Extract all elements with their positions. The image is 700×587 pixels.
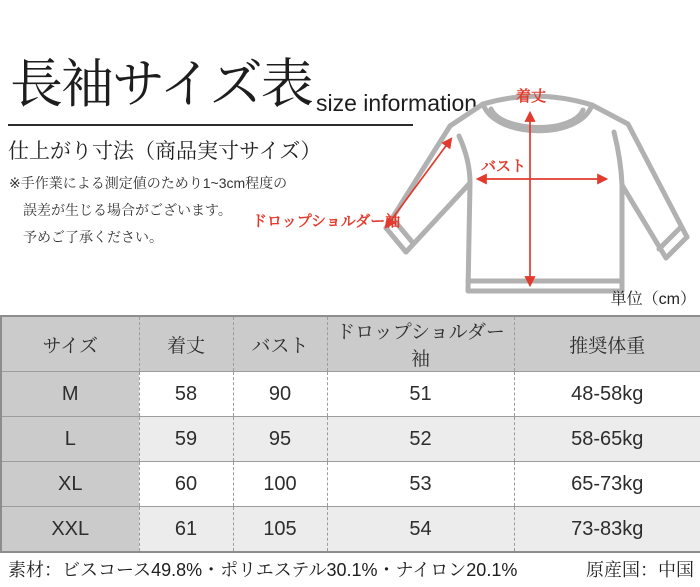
bust-dimension-label: バスト (481, 158, 527, 175)
title-underline (8, 124, 413, 126)
note-line-3: 予めご了承ください。 (23, 229, 163, 245)
table-row (1, 417, 700, 462)
sleeve-cell: 51 (327, 372, 514, 417)
table-row (1, 507, 700, 553)
length-cell: 58 (139, 372, 233, 417)
length-cell: 59 (139, 417, 233, 462)
col-header-length: 着丈 (139, 316, 233, 372)
table-header-row (1, 316, 700, 372)
origin-info: 原産国：中国 (586, 560, 694, 580)
page-title-subtitle-en: size information (316, 90, 478, 116)
material-info: 素材：ビスコース49.8%・ポリエステル30.1%・ナイロン20.1% (8, 560, 518, 580)
size-cell: XXL (1, 507, 139, 553)
bust-cell: 95 (233, 417, 327, 462)
weight-cell: 65-73kg (514, 462, 700, 507)
shirt-diagram (380, 60, 700, 305)
table-row (1, 462, 700, 507)
weight-cell: 48-58kg (514, 372, 700, 417)
shirt-outline (386, 96, 687, 291)
col-header-bust: バスト (233, 316, 327, 372)
size-cell: XL (1, 462, 139, 507)
bust-cell: 90 (233, 372, 327, 417)
col-header-weight: 推奨体重 (514, 316, 700, 372)
col-header-sleeve: ドロップショルダー袖 (327, 316, 514, 372)
weight-cell: 73-83kg (514, 507, 700, 553)
size-cell: M (1, 372, 139, 417)
sleeve-dimension-label: ドロップショルダー袖 (252, 213, 401, 230)
length-cell: 61 (139, 507, 233, 553)
page-title: 長袖サイズ表 (10, 55, 312, 114)
weight-cell: 58-65kg (514, 417, 700, 462)
sleeve-cell: 52 (327, 417, 514, 462)
length-cell: 60 (139, 462, 233, 507)
note-line-2: 誤差が生じる場合がございます。 (23, 202, 232, 218)
size-cell: L (1, 417, 139, 462)
col-header-size: サイズ (1, 316, 139, 372)
sleeve-cell: 54 (327, 507, 514, 553)
length-dimension-label: 着丈 (515, 88, 547, 105)
measurement-note (9, 170, 287, 251)
unit-label: 単位（cm） (610, 291, 696, 308)
size-table (0, 315, 700, 553)
finished-dimensions-heading: 仕上がり寸法（商品実寸サイズ） (8, 140, 322, 163)
note-line-1: ※手作業による測定値のためり1~3cm程度の (9, 175, 288, 191)
table-row (1, 372, 700, 417)
bust-cell: 105 (233, 507, 327, 553)
sleeve-cell: 53 (327, 462, 514, 507)
bust-cell: 100 (233, 462, 327, 507)
